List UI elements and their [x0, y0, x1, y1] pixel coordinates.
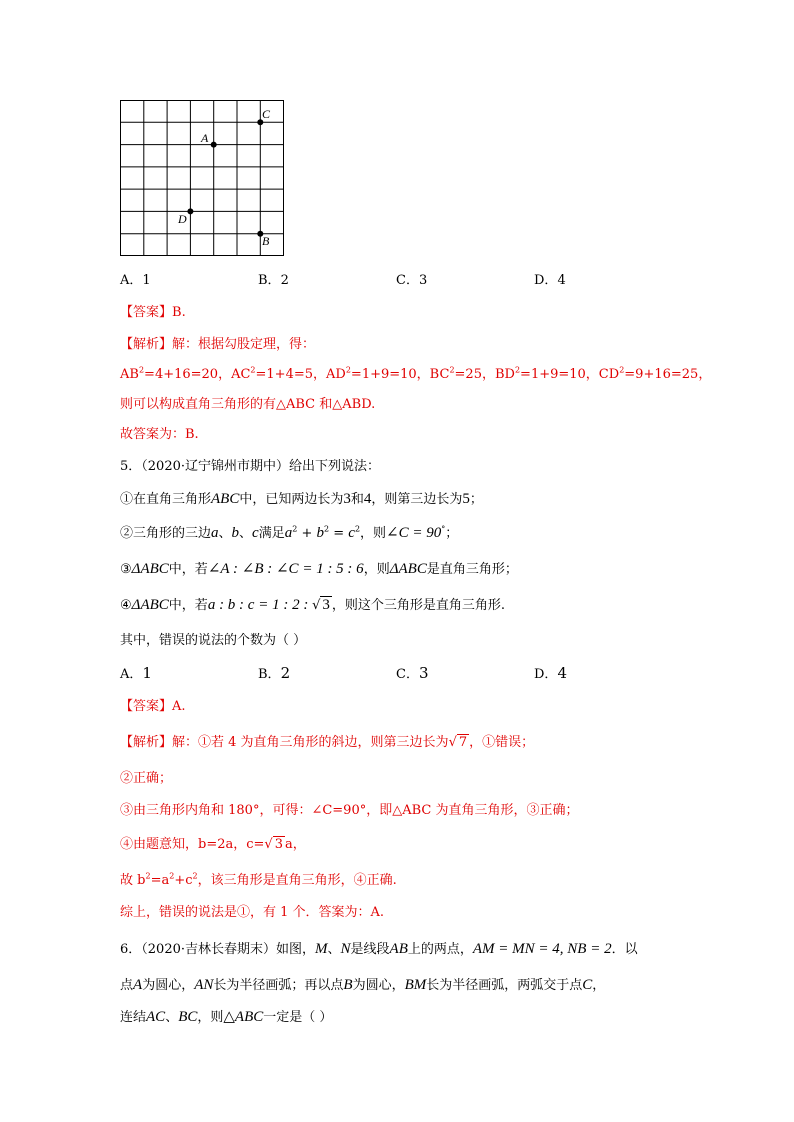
- q4-conclusion: 则可以构成直角三角形的有△ABC 和△ABD.: [120, 397, 376, 412]
- q5-head: 5．（2020·辽宁锦州市期中）给出下列说法：: [120, 459, 380, 474]
- q5-option-c: C．3: [396, 664, 429, 682]
- q6-line-1: 6．（2020·吉林长春期末）如图，M、N是线段AB上的两点，AM = MN = 4, NB = 2．以: [120, 941, 638, 957]
- q4-option-a: A．1: [120, 273, 151, 288]
- q5-answer: 【答案】A.: [120, 699, 186, 714]
- q4-option-b: B．2: [258, 273, 289, 288]
- q6-line-3: 连结AC、BC，则△ABC一定是（ ）: [120, 1009, 333, 1025]
- label-d: D: [178, 212, 187, 226]
- q6-line-2: 点A为圆心，AN长为半径画弧；再以点B为圆心，BM长为半径画弧，两弧交于点C，: [120, 977, 606, 993]
- q5-analysis-6: 综上，错误的说法是①，有 1 个．答案为：A.: [120, 905, 385, 920]
- label-b: B: [262, 234, 270, 248]
- point-a: [211, 142, 217, 148]
- q4-calc: $AB^2=4+16=20$，$AC^2=1+4=5$，$AD^2=1+9=10$，$BC^2=25$，$BD^2=1+9=10$，$CD^2=9+16=25$，: [120, 365, 712, 382]
- q5-option-a: A．1: [120, 664, 152, 682]
- point-d: [187, 208, 193, 214]
- q5-option-d: D．4: [534, 664, 567, 682]
- q5-statement-1: ①在直角三角形ABC中，已知两边长为3和4，则第三边长为5；: [120, 491, 483, 507]
- q5-analysis-3: ③由三角形内角和 180°，可得：∠C=90°，即△ABC 为直角三角形，③正确；: [120, 803, 579, 818]
- q5-analysis-2: ②正确；: [120, 771, 173, 786]
- q5-statement-3: ③ΔABC中，若∠A : ∠B : ∠C = 1 : 5 : 6，则ΔABC是直角三角形；: [120, 561, 518, 577]
- q4-analysis: 【解析】解：根据勾股定理，得：: [120, 337, 316, 352]
- q5-analysis-5: 故 $b^2=a^2+c^2$，该三角形是直角三角形，④正确.: [120, 871, 397, 888]
- q5-analysis-1: 【解析】解：①若 4 为直角三角形的斜边，则第三边长为√ 7 ，①错误；: [120, 735, 535, 750]
- q4-answer: 【答案】B.: [120, 305, 186, 320]
- label-c: C: [262, 107, 271, 121]
- q4-final: 故答案为：B.: [120, 427, 199, 442]
- q4-option-d: D．4: [534, 273, 566, 288]
- grid-figure: [120, 100, 284, 256]
- q4-option-c: C．3: [396, 273, 428, 288]
- q5-analysis-4: ④由题意知，b=2a，c=√ 3 a，: [120, 837, 306, 852]
- q5-statement-2: ②三角形的三边a、b、c满足$a^2 + b^2 = c^2$，则∠C = 90°；: [120, 524, 459, 541]
- grid-svg: [120, 100, 284, 256]
- q5-option-b: B．2: [258, 664, 291, 682]
- label-a: A: [201, 131, 209, 145]
- q5-question: 其中，错误的说法的个数为（ ）: [120, 633, 307, 648]
- q5-statement-4: ④ΔABC中，若a : b : c = 1 : 2 : √ 3 ，则这个三角形是直角三角形.: [120, 597, 506, 613]
